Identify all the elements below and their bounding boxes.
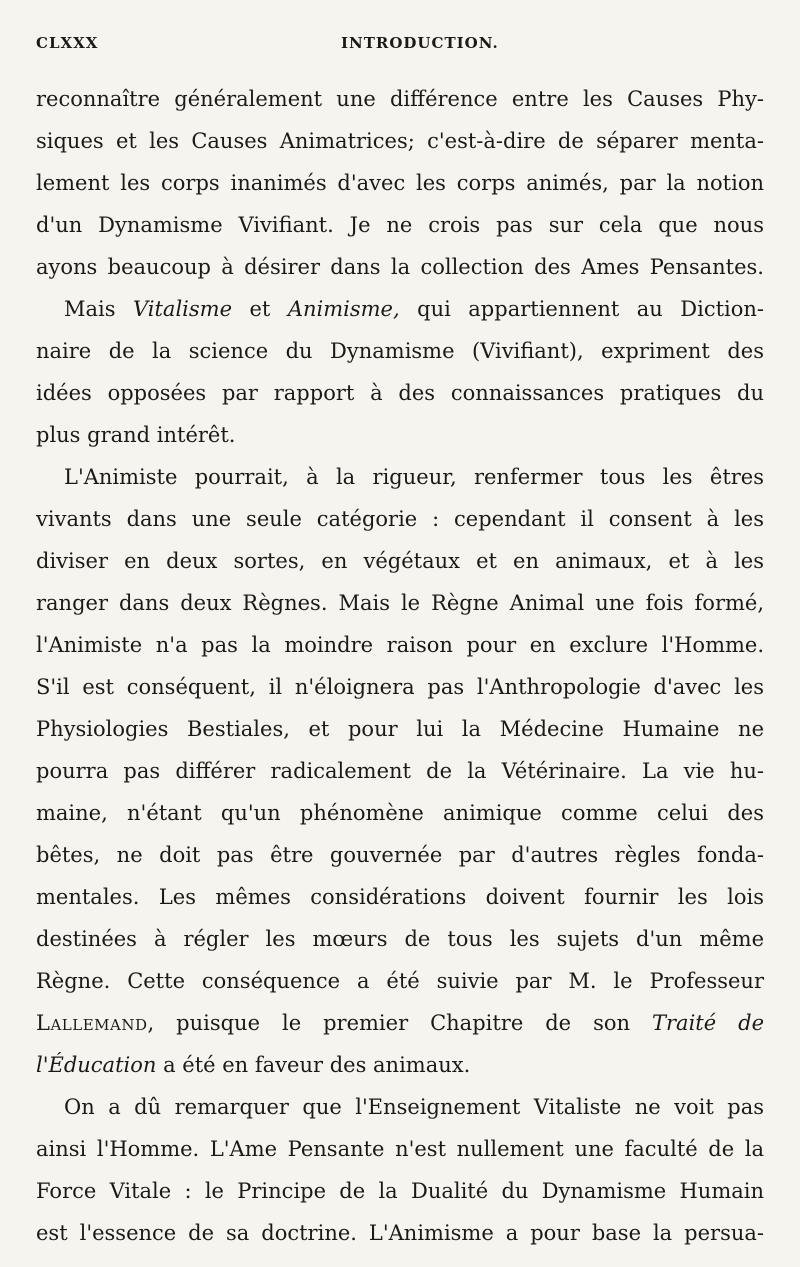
- text-line: lement les corps inanimés d'avec les corps animés, par la notion: [36, 171, 764, 195]
- text-run: et: [232, 297, 288, 321]
- text-line: [36, 1044, 764, 1086]
- text-line: siques et les Causes Animatrices; c'est-à-dire de séparer menta-: [36, 129, 764, 153]
- text-run: qui appartiennent au Diction-: [399, 297, 764, 321]
- text-run: Mais: [64, 297, 133, 321]
- text-line: S'il est conséquent, il n'éloignera pas l'Anthropologie d'avec les: [36, 675, 764, 699]
- text-line: idées opposées par rapport à des connaissances pratiques du: [36, 381, 764, 405]
- text-run: a été en faveur des animaux.: [156, 1053, 471, 1077]
- text-line: vivants dans une seule catégorie : cependant il consent à les: [36, 507, 764, 531]
- text-line: maine, n'étant qu'un phénomène animique comme celui des: [36, 801, 764, 825]
- text-line: destinées à régler les mœurs de tous les sujets d'un même: [36, 927, 764, 951]
- paragraph-first-line: L'Animiste pourrait, à la rigueur, renfermer tous les êtres: [64, 465, 764, 489]
- text-line: est l'essence de sa doctrine. L'Animisme a pour base la persua-: [36, 1221, 764, 1245]
- page-number: CLXXX: [36, 34, 99, 52]
- text-line: naire de la science du Dynamisme (Vivifiant), expriment des: [36, 339, 764, 363]
- text-line: Règne. Cette conséquence a été suivie par M. le Professeur: [36, 969, 764, 993]
- page-header: [36, 34, 764, 58]
- text-line: pourra pas différer radicalement de la Vétérinaire. La vie hu-: [36, 759, 764, 783]
- text-line: ainsi l'Homme. L'Ame Pensante n'est nullement une faculté de la: [36, 1137, 764, 1161]
- text-line: d'un Dynamisme Vivifiant. Je ne crois pas sur cela que nous: [36, 213, 764, 237]
- book-title: l'Éducation: [36, 1053, 157, 1077]
- paragraph-first-line: [36, 288, 764, 330]
- italic-term: Vitalisme: [132, 297, 233, 321]
- paragraph-first-line: On a dû remarquer que l'Enseignement Vitaliste ne voit pas: [64, 1095, 764, 1119]
- text-line: mentales. Les mêmes considérations doivent fournir les lois: [36, 885, 764, 909]
- text-line: Physiologies Bestiales, et pour lui la Médecine Humaine ne: [36, 717, 764, 741]
- text-line: plus grand intérêt.: [36, 423, 236, 447]
- body-text: [36, 78, 764, 1254]
- text-line: [36, 1002, 764, 1044]
- text-line: diviser en deux sortes, en végétaux et en animaux, et à les: [36, 549, 764, 573]
- italic-term: Animisme,: [287, 297, 400, 321]
- author-name: Lallemand: [36, 1011, 148, 1035]
- text-line: reconnaître généralement une différence entre les Causes Phy-: [36, 87, 764, 111]
- book-title: Traité de: [652, 1011, 764, 1035]
- text-line: l'Animiste n'a pas la moindre raison pour en exclure l'Homme.: [36, 633, 764, 657]
- text-line: Force Vitale : le Principe de la Dualité du Dynamisme Humain: [36, 1179, 764, 1203]
- text-line: ranger dans deux Règnes. Mais le Règne Animal une fois formé,: [36, 591, 764, 615]
- text-run: , puisque le premier Chapitre de son: [147, 1011, 652, 1035]
- text-line: bêtes, ne doit pas être gouvernée par d'autres règles fonda-: [36, 843, 764, 867]
- running-head: INTRODUCTION.: [341, 34, 499, 52]
- text-line: ayons beaucoup à désirer dans la collection des Ames Pensantes.: [36, 255, 764, 279]
